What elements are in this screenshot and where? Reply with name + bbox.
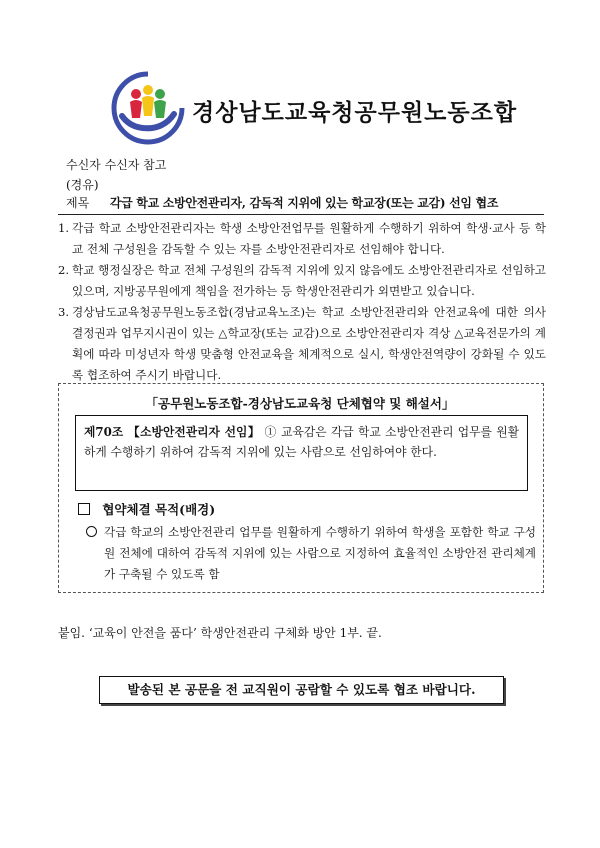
recipient-line: 수신자 수신자 참고 (66, 158, 167, 172)
subject-text: 각급 학교 소방안전관리자, 감독적 지위에 있는 학교장(또는 교감) 선임 협조 (109, 196, 499, 210)
article-box (75, 415, 528, 491)
checkbox-icon (78, 503, 90, 515)
union-logo-icon (108, 68, 188, 148)
attachment-line: 붙임. ‘교육이 안전을 품다’ 학생안전관리 구체화 방안 1부. 끝. (58, 626, 382, 640)
list-item (58, 302, 546, 386)
item-text: 학교 행정실장은 학교 전체 구성원의 감독적 지위에 있지 않음에도 소방안전관리자로 선임하고 있으며, 지방공무원에게 책임을 전가하는 등 학생안전관리가 외면받고 있습니다. (72, 263, 546, 298)
notice-text: 발송된 본 공문을 전 교직원이 공람할 수 있도록 협조 바랍니다. (127, 682, 476, 697)
purpose-text: 각급 학교의 소방안전관리 업무를 원활하게 수행하기 위하여 학생을 포함한 학교 구성원 전체에 대하여 감독적 지위에 있는 사람으로 지정하여 효율적인 소방안전 관리체계가 구축될 수 있도록 함 (104, 525, 536, 581)
article-text: ① 교육감은 각급 학교 소방안전관리 업무를 원활하게 수행하기 위하여 감독적 지위에 있는 사람으로 선임하여야 한다. (84, 425, 519, 459)
subject-label: 제목 (66, 196, 90, 210)
agreement-title: 「공무원노동조합-경상남도교육청 단체협약 및 해설서」 (145, 396, 455, 411)
subject-divider (58, 214, 544, 215)
list-item (58, 260, 546, 302)
purpose-heading-row (78, 500, 215, 518)
item-number: 1. (58, 221, 70, 235)
letterhead (108, 68, 518, 148)
item-text: 경상남도교육청공무원노동조합(경남교육노조)는 학교 소방안전관리와 안전교육에 대한 의사결정권과 업무지시권이 있는 △학교장(또는 교감)으로 소방안전관리자 격상 △교육전문가의 계획에 따라 미성년자 학생 맞춤형 안전교육을 체계적으로 실시, 학생안전역량이 강화될 수 있도록 협조하여 주시기 바랍니다. (72, 305, 546, 382)
article-label: 제70조 【소방안전관리자 선임】 (84, 425, 261, 439)
circle-bullet-icon (86, 526, 97, 537)
notice-box (99, 676, 504, 704)
item-number: 2. (58, 263, 70, 277)
list-item (58, 218, 546, 260)
item-text: 각급 학교 소방안전관리자는 학생 소방안전업무를 원활하게 수행하기 위하여 학생·교사 등 학교 전체 구성원을 감독할 수 있는 자를 소방안전관리자로 선임해야 합니다. (72, 221, 546, 256)
subject-row (66, 194, 498, 211)
purpose-heading: 협약체결 목적(배경) (102, 502, 216, 517)
body-list (58, 218, 546, 386)
org-title: 경상남도교육청공무원노동조합 (192, 99, 518, 126)
item-number: 3. (58, 305, 70, 319)
via-line: (경유) (66, 178, 99, 192)
